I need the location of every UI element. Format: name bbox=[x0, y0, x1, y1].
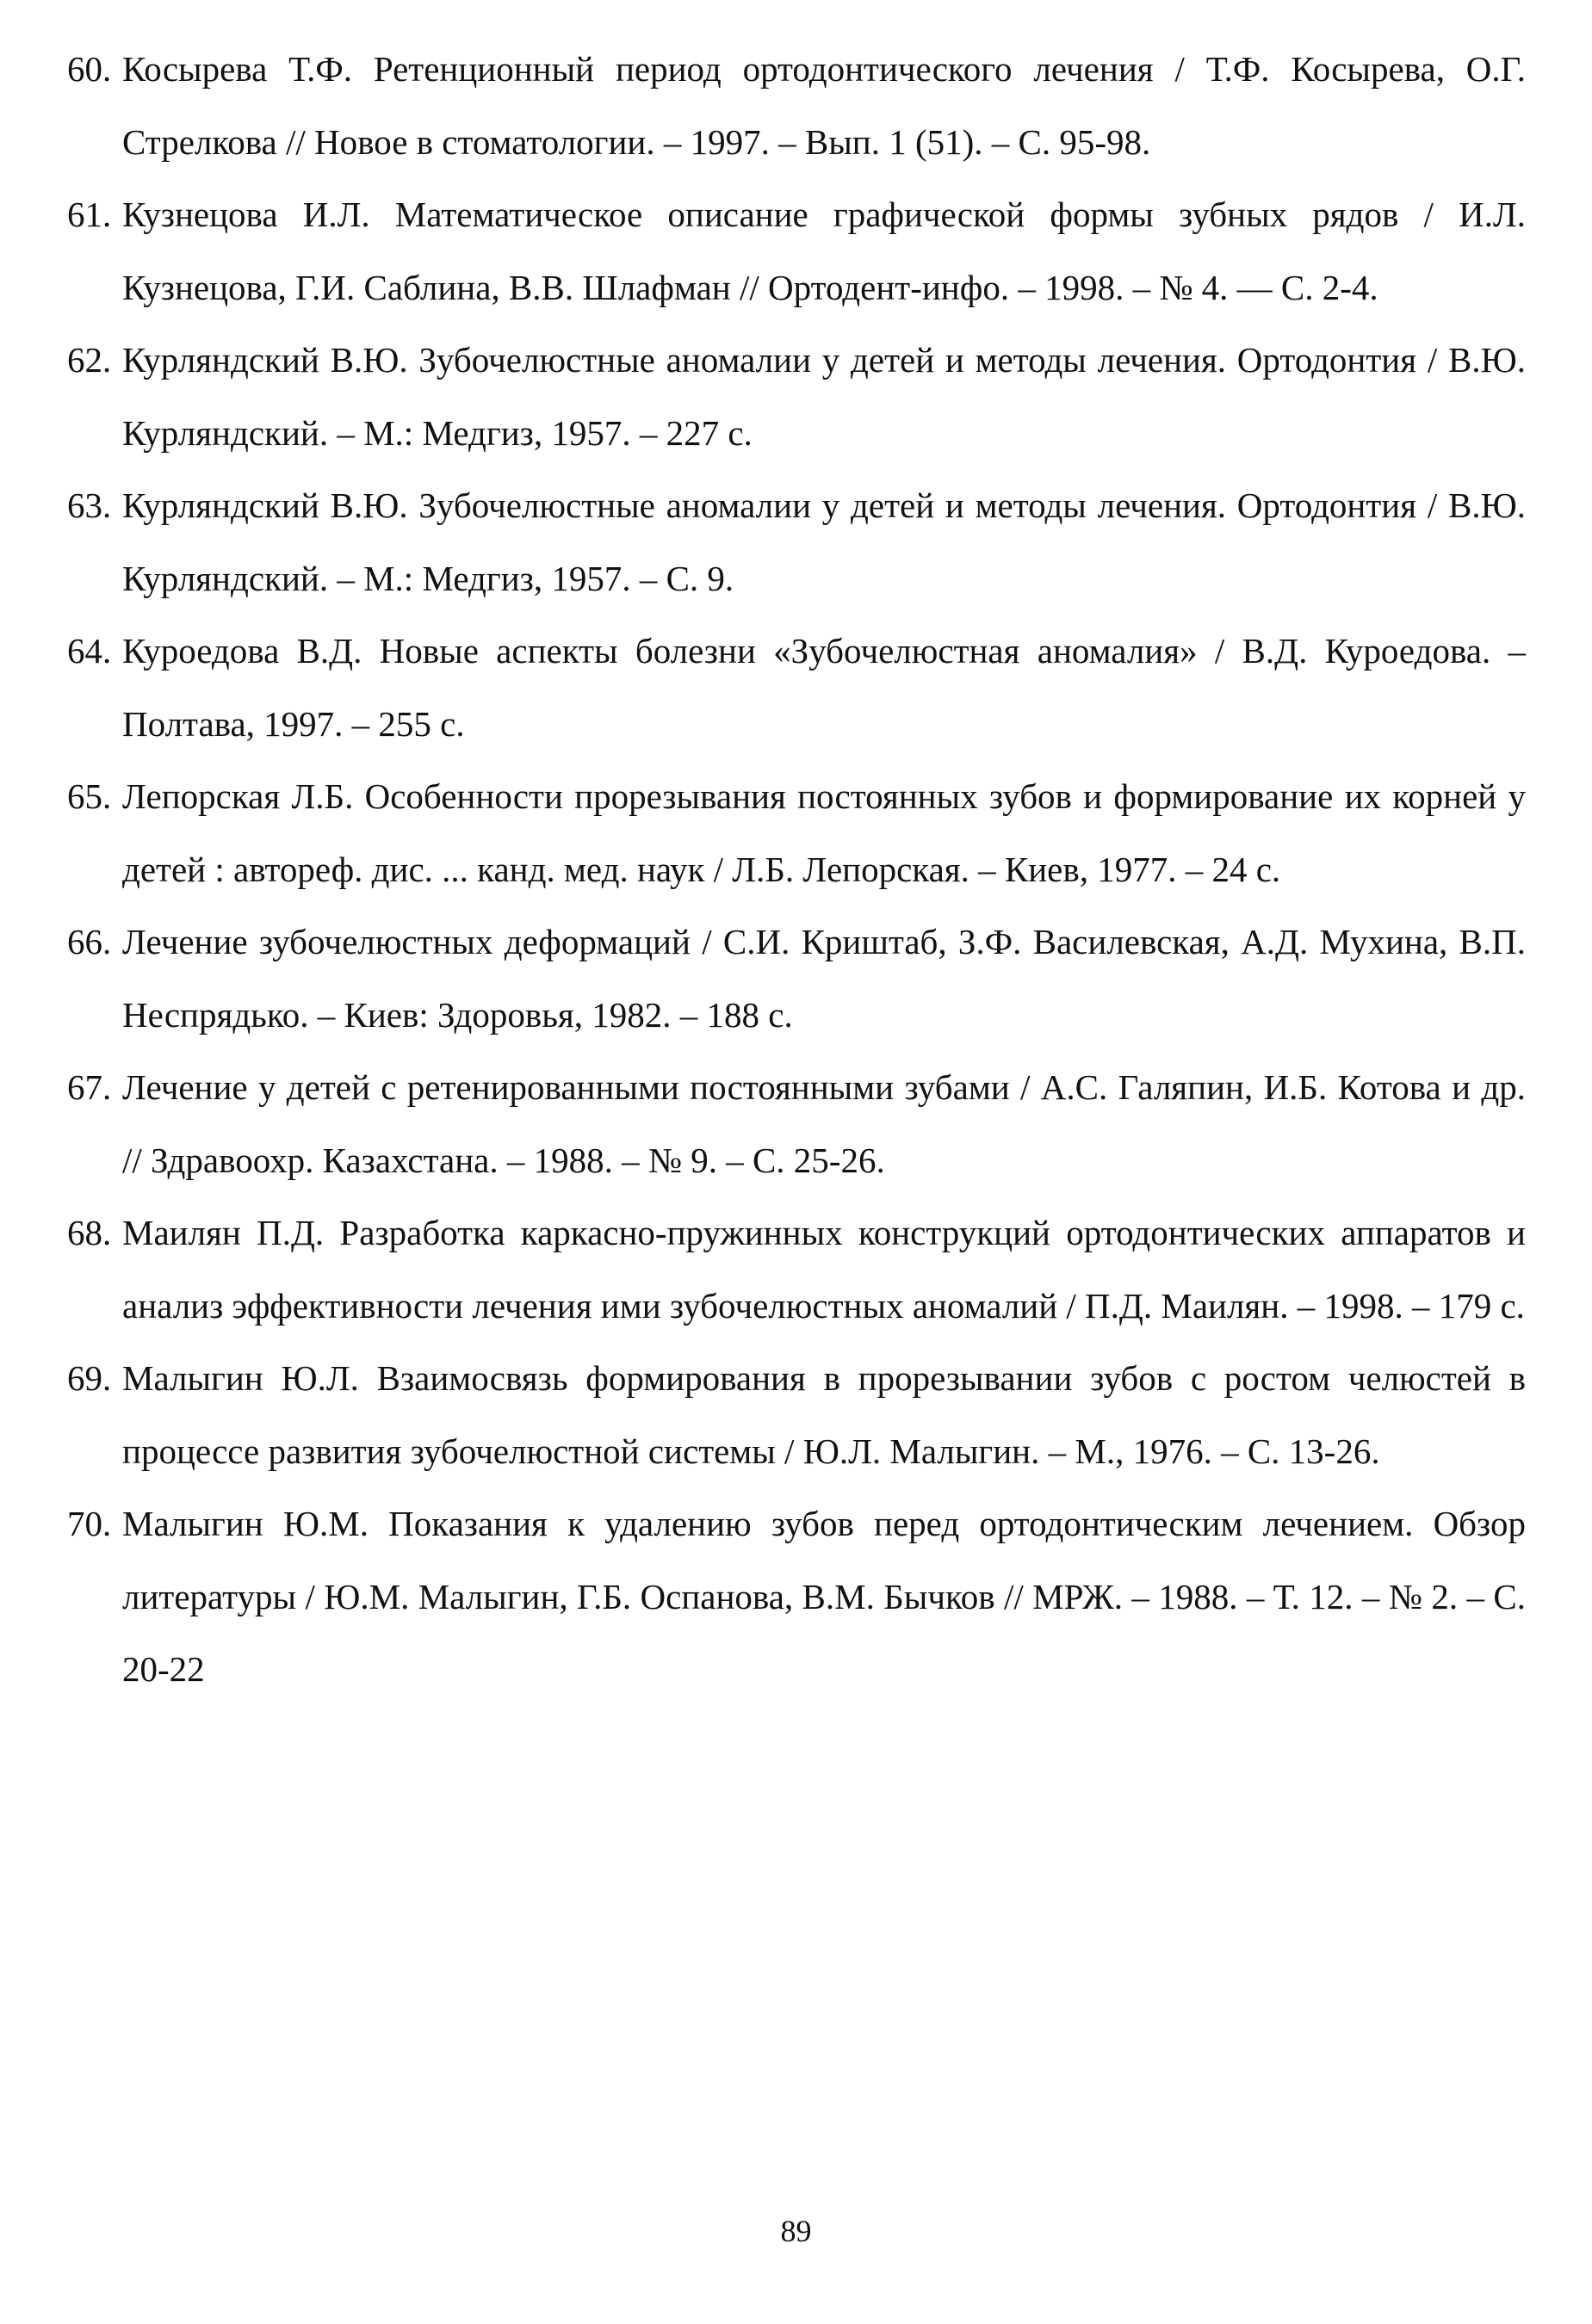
reference-item bbox=[67, 1487, 1526, 1706]
reference-text: Лечение у детей с ретенированными постоянными зубами / А.С. Галяпин, И.Б. Котова и др. // Здравоохр. Казахстана. – 1988. – № 9. – С. 25-26. bbox=[122, 1067, 1526, 1180]
reference-item bbox=[67, 324, 1526, 469]
reference-item bbox=[67, 1051, 1526, 1196]
reference-text: Кузнецова И.Л. Математическое описание графической формы зубных рядов / И.Л. Кузнецова, Г.И. Саблина, В.В. Шлафман // Ортодент-инфо. – 1998. – № 4. — С. 2-4. bbox=[122, 195, 1526, 307]
reference-text: Курляндский В.Ю. Зубочелюстные аномалии у детей и методы лечения. Ортодонтия / В.Ю. Курляндский. – М.: Медгиз, 1957. – С. 9. bbox=[122, 485, 1526, 598]
reference-item bbox=[67, 469, 1526, 615]
reference-text: Лечение зубочелюстных деформаций / С.И. Криштаб, З.Ф. Василевская, А.Д. Мухина, В.П. Неспрядько. – Киев: Здоровья, 1982. – 188 с. bbox=[122, 922, 1526, 1035]
reference-item bbox=[67, 178, 1526, 324]
page-number: 89 bbox=[780, 2214, 812, 2248]
reference-number: 61. bbox=[67, 195, 112, 234]
reference-number: 68. bbox=[67, 1213, 112, 1252]
reference-text: Маилян П.Д. Разработка каркасно-пружинных конструкций ортодонтических аппаратов и анализ эффективности лечения ими зубочелюстных аномалий / П.Д. Маилян. – 1998. – 179 с. bbox=[122, 1213, 1526, 1326]
reference-number: 60. bbox=[67, 49, 112, 89]
reference-item bbox=[67, 1342, 1526, 1487]
reference-item bbox=[67, 33, 1526, 178]
reference-item bbox=[67, 760, 1526, 905]
reference-list bbox=[67, 33, 1526, 1706]
reference-text: Малыгин Ю.М. Показания к удалению зубов перед ортодонтическим лечением. Обзор литературы / Ю.М. Малыгин, Г.Б. Оспанова, В.М. Бычков // МРЖ. – 1988. – Т. 12. – № 2. – С. 20-22 bbox=[122, 1504, 1526, 1689]
reference-item bbox=[67, 905, 1526, 1051]
reference-text: Лепорская Л.Б. Особенности прорезывания постоянных зубов и формирование их корней у детей : автореф. дис. ... канд. мед. наук / Л.Б. Лепорская. – Киев, 1977. – 24 с. bbox=[122, 776, 1526, 889]
reference-number: 64. bbox=[67, 631, 112, 671]
reference-number: 66. bbox=[67, 922, 112, 961]
reference-item bbox=[67, 615, 1526, 760]
reference-number: 70. bbox=[67, 1504, 112, 1543]
reference-number: 62. bbox=[67, 340, 112, 380]
reference-number: 65. bbox=[67, 776, 112, 816]
reference-item bbox=[67, 1196, 1526, 1342]
reference-text: Курляндский В.Ю. Зубочелюстные аномалии у детей и методы лечения. Ортодонтия / В.Ю. Курляндский. – М.: Медгиз, 1957. – 227 с. bbox=[122, 340, 1526, 453]
reference-number: 67. bbox=[67, 1067, 112, 1107]
reference-text: Косырева Т.Ф. Ретенционный период ортодонтического лечения / Т.Ф. Косырева, О.Г. Стрелкова // Новое в стоматологии. – 1997. – Вып. 1 (51). – С. 95-98. bbox=[122, 49, 1526, 162]
reference-number: 63. bbox=[67, 485, 112, 525]
reference-text: Куроедова В.Д. Новые аспекты болезни «Зубочелюстная аномалия» / В.Д. Куроедова. – Полтава, 1997. – 255 с. bbox=[122, 631, 1526, 744]
reference-number: 69. bbox=[67, 1358, 112, 1398]
reference-text: Малыгин Ю.Л. Взаимосвязь формирования в прорезывании зубов с ростом челюстей в процессе развития зубочелюстной системы / Ю.Л. Малыгин. – М., 1976. – С. 13-26. bbox=[122, 1358, 1526, 1471]
